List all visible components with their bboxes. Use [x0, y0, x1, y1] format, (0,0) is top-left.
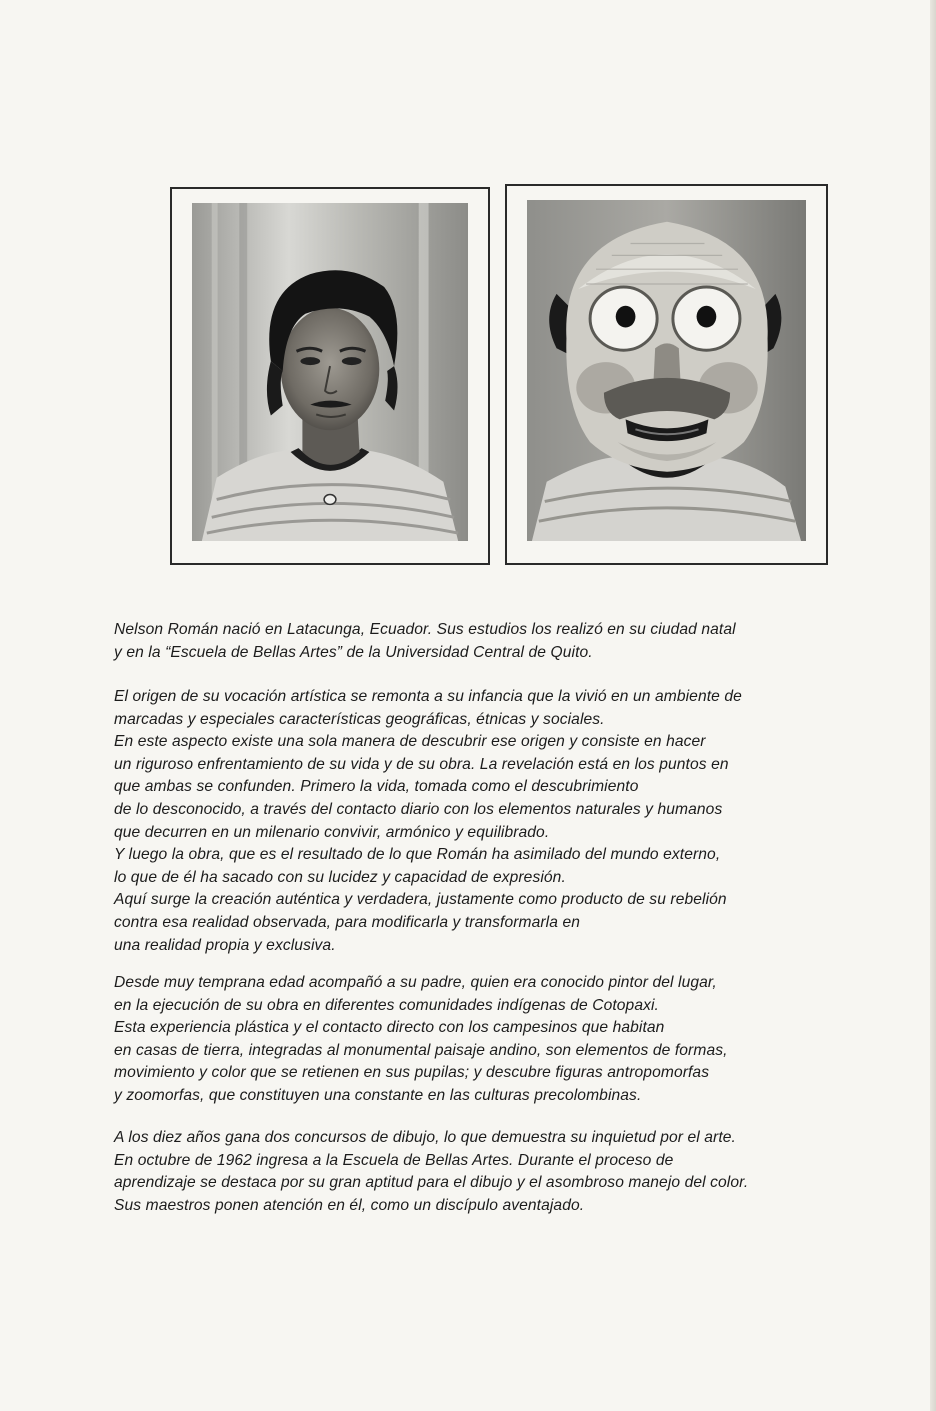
- mask-photo-frame: [505, 184, 828, 565]
- paragraph-line: Sus maestros ponen atención en él, como un discípulo aventajado.: [114, 1196, 585, 1214]
- paragraph-line: un riguroso enfrentamiento de su vida y de su obra. La revelación está en los puntos en: [114, 755, 729, 773]
- paragraph-line: en la ejecución de su obra en diferentes comunidades indígenas de Cotopaxi.: [114, 996, 659, 1014]
- paragraph-line: En octubre de 1962 ingresa a la Escuela de Bellas Artes. Durante el proceso de: [114, 1151, 674, 1169]
- mask-photo: [527, 200, 806, 541]
- paragraph-line: que decurren en un milenario convivir, armónico y equilibrado.: [114, 823, 550, 841]
- paragraph-line: Desde muy temprana edad acompañó a su padre, quien era conocido pintor del lugar,: [114, 974, 717, 991]
- portrait-photo-frame: [170, 187, 490, 565]
- paragraph-4: [114, 1127, 834, 1217]
- paragraph-line: una realidad propia y exclusiva.: [114, 936, 336, 954]
- mask-image: [527, 200, 806, 541]
- portrait-photo: [192, 203, 468, 541]
- paragraph-3: [114, 972, 834, 1108]
- paragraph-line: Aquí surge la creación auténtica y verdadera, justamente como producto de su rebelión: [114, 891, 727, 909]
- paragraph-line: marcadas y especiales características geográficas, étnicas y sociales.: [114, 710, 605, 728]
- paragraph-line: y en la “Escuela de Bellas Artes” de la Universidad Central de Quito.: [114, 643, 593, 661]
- paragraph-line: Y luego la obra, que es el resultado de lo que Román ha asimilado del mundo externo,: [114, 846, 721, 864]
- paragraph-line: que ambas se confunden. Primero la vida, tomada como el descubrimiento: [114, 778, 639, 796]
- portrait-image: [192, 203, 468, 541]
- paragraph-line: Esta experiencia plástica y el contacto directo con los campesinos que habitan: [114, 1019, 665, 1037]
- paragraph-line: En este aspecto existe una sola manera de descubrir ese origen y consiste en hacer: [114, 733, 706, 751]
- paragraph-line: Nelson Román nació en Latacunga, Ecuador. Sus estudios los realizó en su ciudad natal: [114, 621, 736, 638]
- paragraph-line: A los diez años gana dos concursos de dibujo, lo que demuestra su inquietud por el arte.: [114, 1129, 736, 1146]
- paragraph-line: movimiento y color que se retienen en sus pupilas; y descubre figuras antropomorfas: [114, 1064, 710, 1082]
- paragraph-line: aprendizaje se destaca por su gran aptitud para el dibujo y el asombroso manejo del color.: [114, 1174, 749, 1192]
- paragraph-line: contra esa realidad observada, para modificarla y transformarla en: [114, 913, 580, 931]
- paragraph-line: de lo desconocido, a través del contacto diario con los elementos naturales y humanos: [114, 800, 723, 818]
- paragraph-line: El origen de su vocación artística se remonta a su infancia que la vivió en un ambiente de: [114, 688, 742, 705]
- paragraph-2: [114, 686, 834, 957]
- paragraph-line: en casas de tierra, integradas al monumental paisaje andino, son elementos de formas,: [114, 1041, 728, 1059]
- paragraph-1: [114, 619, 834, 664]
- paragraph-line: y zoomorfas, que constituyen una constante en las culturas precolombinas.: [114, 1086, 642, 1104]
- paragraph-line: lo que de él ha sacado con su lucidez y capacidad de expresión.: [114, 868, 566, 886]
- page-edge: [930, 0, 936, 1411]
